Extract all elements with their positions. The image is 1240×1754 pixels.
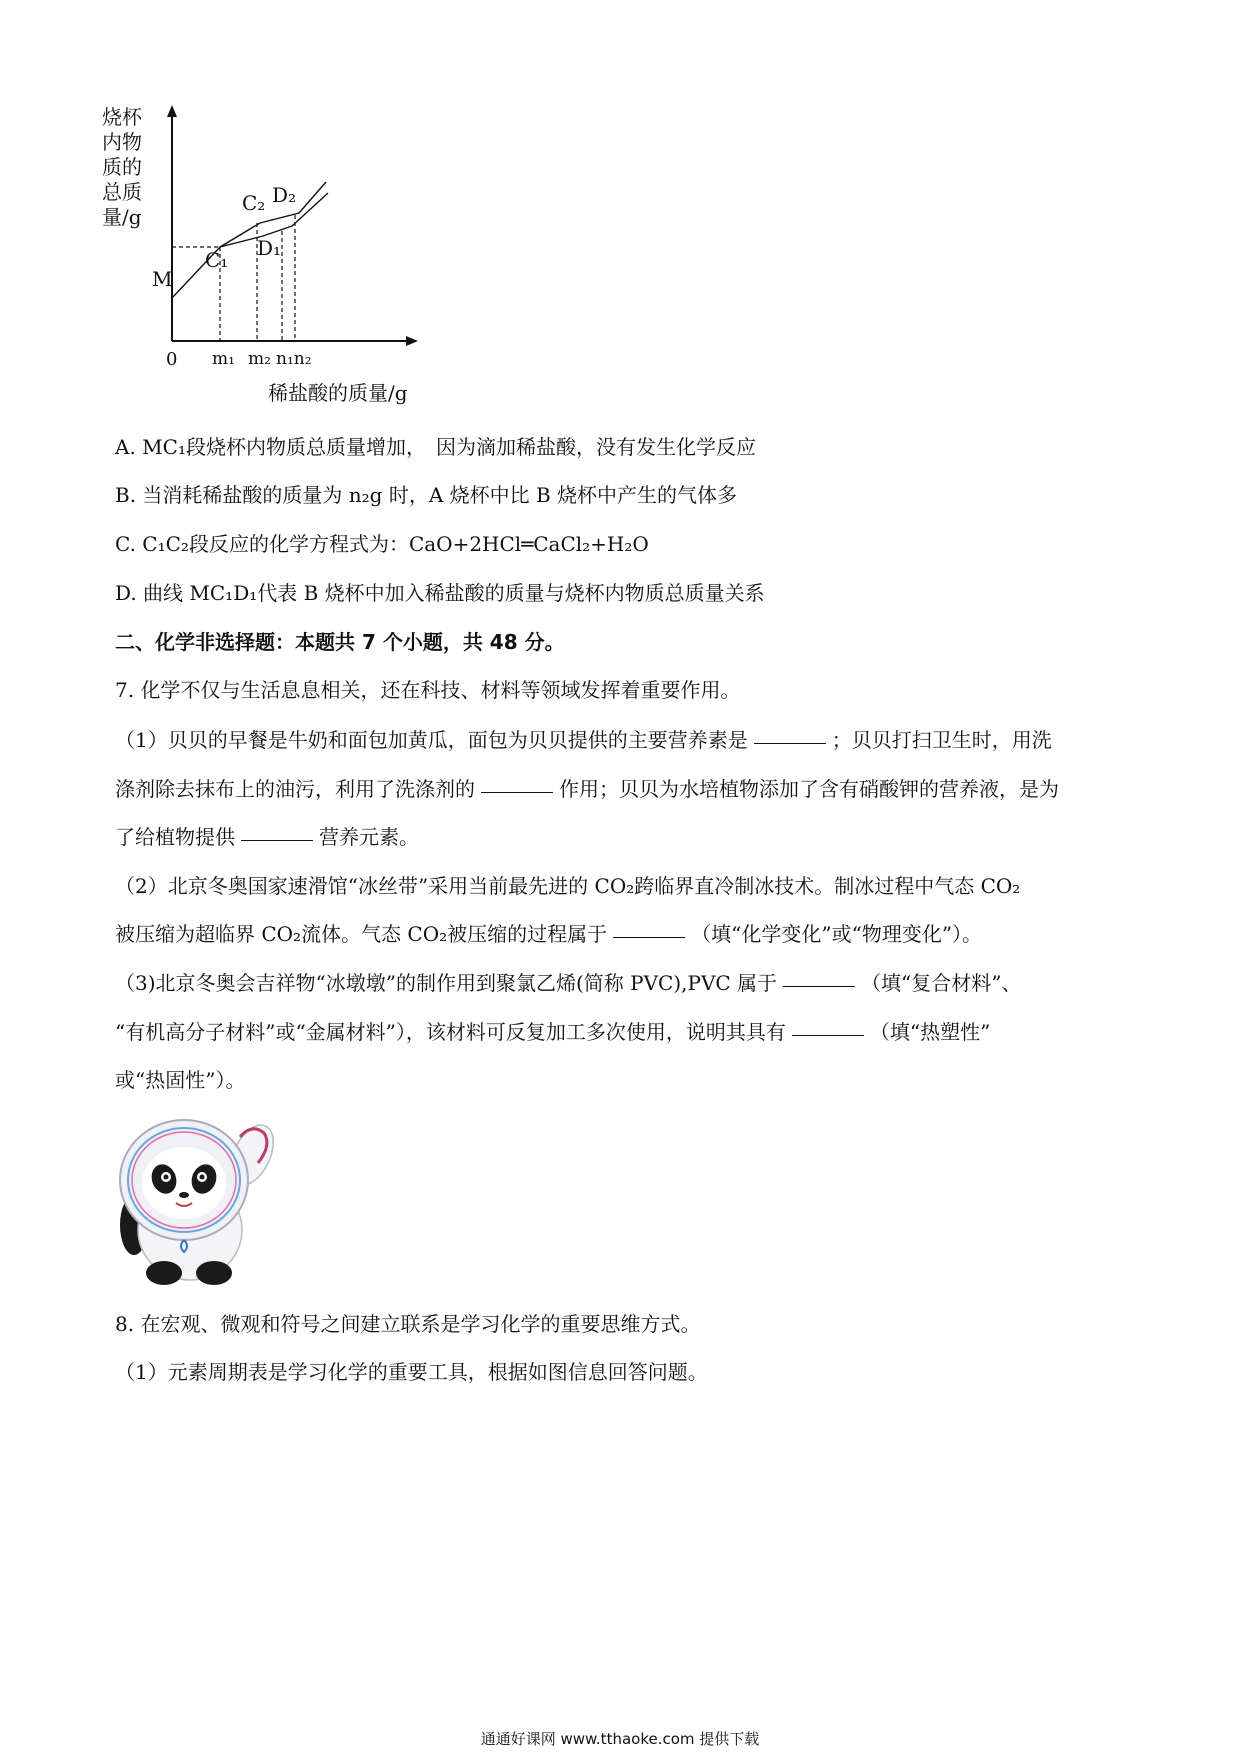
answer-blank[interactable] [754,743,826,744]
q7-part1-line1-a: （1）贝贝的早餐是牛奶和面包加黄瓜，面包为贝贝提供的主要营养素是 [115,728,748,752]
y-axis-label-3: 质的 [102,155,142,179]
q7-part3-line3: 或“热固性”）。 [115,1068,246,1092]
y-axis-label-1: 烧杯 [102,105,142,129]
q7-part1-line1 [115,730,1052,750]
mass-graph [100,105,430,415]
q7-part3-line2 [115,1022,990,1042]
q7-stem: 7. 化学不仅与生活息息相关，还在科技、材料等领域发挥着重要作用。 [115,678,741,702]
q7-part1-line1-b: ；贝贝打扫卫生时，用洗 [831,728,1052,752]
option-c: C. C₁C₂段反应的化学方程式为：CaO+2HCl═CaCl₂+H₂O [115,532,649,556]
y-axis-label-4: 总质 [102,180,142,204]
y-axis-label-2: 内物 [102,130,142,154]
q7-part3-line2-a: “有机高分子材料”或“金属材料”），该材料可反复加工多次使用，说明其具有 [115,1020,786,1044]
option-b: B. 当消耗稀盐酸的质量为 n₂g 时，A 烧杯中比 B 烧杯中产生的气体多 [115,483,738,507]
d1-label: D₁ [257,236,282,260]
q7-part1-line3-b: 营养元素。 [319,825,419,849]
c1-label: C₁ [205,248,229,272]
origin-label: 0 [166,349,178,370]
q7-part3-line1-b: （填“复合材料”、 [861,971,1022,995]
x-axis-label: 稀盐酸的质量/g [268,381,408,405]
q7-part3-line1 [115,973,1022,993]
tick-m1: m₁ [212,349,235,369]
q7-part2-line2-b: （填“化学变化”或“物理变化”）。 [691,922,983,946]
d2-label: D₂ [272,183,297,207]
option-d: D. 曲线 MC₁D₁代表 B 烧杯中加入稀盐酸的质量与烧杯内物质总质量关系 [115,581,765,605]
q7-part1-line3-a: 了给植物提供 [115,825,235,849]
q7-part1-line2-b: 作用；贝贝为水培植物添加了含有硝酸钾的营养液，是为 [559,777,1059,801]
answer-blank[interactable] [481,792,553,793]
tick-m2: m₂ [248,349,271,369]
q8-stem: 8. 在宏观、微观和符号之间建立联系是学习化学的重要思维方式。 [115,1312,701,1336]
c2-label: C₂ [242,191,266,215]
q7-part1-line3 [115,827,419,847]
answer-blank[interactable] [783,986,855,987]
option-a: A. MC₁段烧杯内物质总质量增加， 因为滴加稀盐酸，没有发生化学反应 [115,435,756,459]
section-title: 二、化学非选择题：本题共 7 个小题，共 48 分。 [115,630,565,654]
page-footer: 通通好课网 www.tthaoke.com 提供下载 [480,1730,760,1748]
q7-part2-line2-a: 被压缩为超临界 CO₂流体。气态 CO₂被压缩的过程属于 [115,922,608,946]
tick-n1n2: n₁n₂ [276,349,312,369]
answer-blank[interactable] [792,1035,864,1036]
q7-part3-line1-a: （3)北京冬奥会吉祥物“冰墩墩”的制作用到聚氯乙烯(简称 PVC),PVC 属于 [115,971,778,995]
q7-part3-line2-b: （填“热塑性” [869,1020,991,1044]
q8-part1: （1）元素周期表是学习化学的重要工具，根据如图信息回答问题。 [115,1360,708,1384]
answer-blank[interactable] [241,840,313,841]
m-label: M [152,267,173,291]
q7-part2-line1: （2）北京冬奥国家速滑馆“冰丝带”采用当前最先进的 CO₂跨临界直冷制冰技术。制冰过程中气态 CO₂ [115,874,1021,898]
answer-blank[interactable] [613,937,685,938]
q7-part1-line2-a: 涤剂除去抹布上的油污，利用了洗涤剂的 [115,777,475,801]
bing-dwen-dwen-image [112,1115,277,1285]
y-axis-label-5: 量/g [102,205,142,229]
q7-part2-line2 [115,924,982,944]
q7-part1-line2 [115,779,1059,799]
